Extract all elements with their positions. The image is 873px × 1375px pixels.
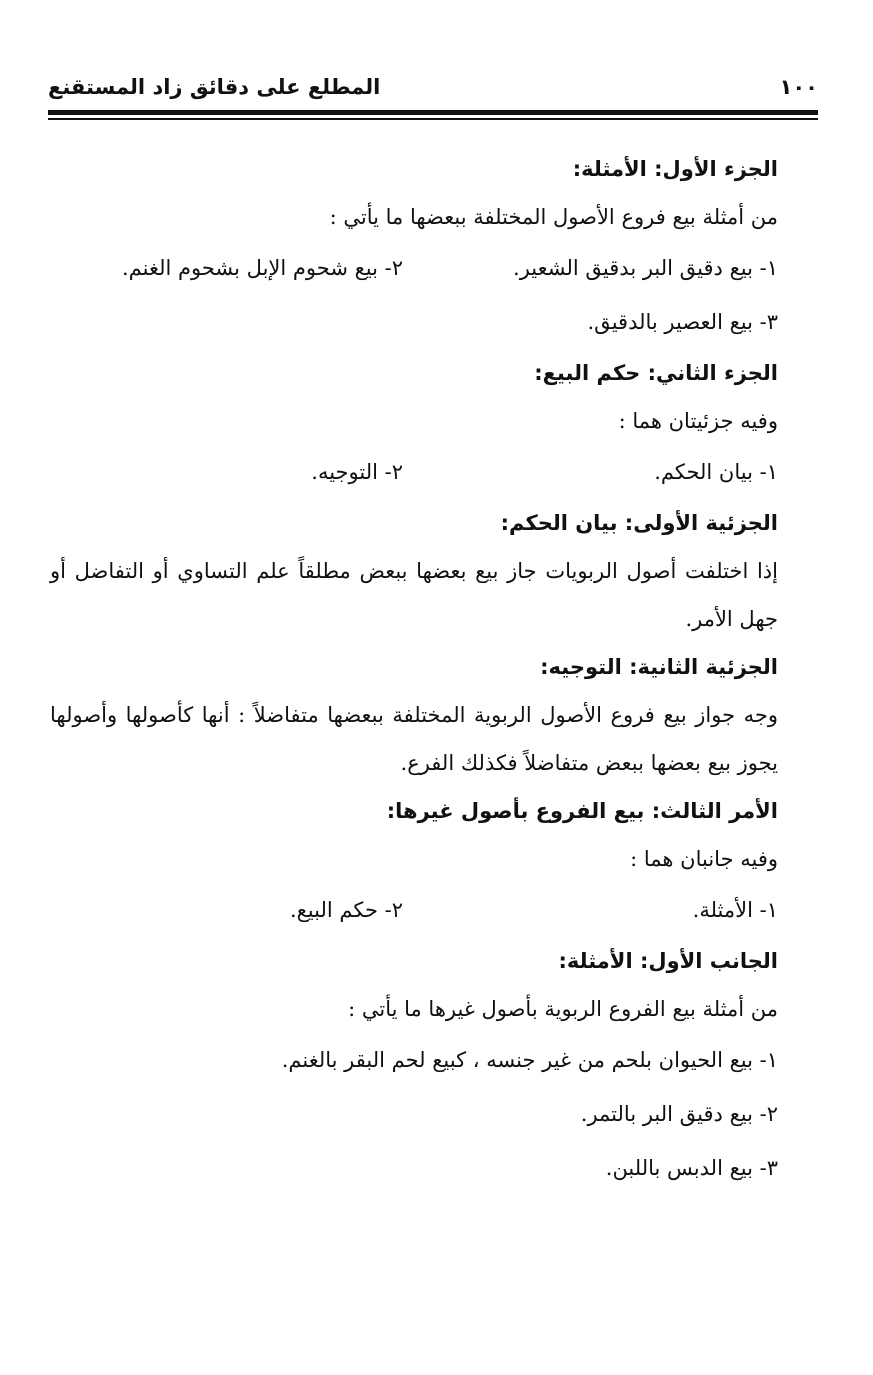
section-heading: الجانب الأول: الأمثلة: xyxy=(558,949,778,973)
paragraph: وجه جواز بيع فروع الأصول الربوية المختلفة ببعضها متفاضلاً : أنها كأصولها وأصولها يجوز بيع بعضها ببعض متفاضلاً فكذلك الفرع. xyxy=(50,703,778,775)
book-title: المطلع على دقائق زاد المستقنع xyxy=(48,75,381,99)
section-heading: الجزئية الثانية: التوجيه: xyxy=(540,655,778,679)
list-row xyxy=(50,241,778,295)
paragraph: من أمثلة بيع فروع الأصول المختلفة ببعضها ما يأتي : xyxy=(329,205,778,229)
section-heading: الجزء الثاني: حكم البيع: xyxy=(534,361,778,385)
list-item: ٢- التوجيه. xyxy=(311,460,403,484)
section-heading: الجزئية الأولى: بيان الحكم: xyxy=(500,511,778,535)
list-item: ٢- بيع دقيق البر بالتمر. xyxy=(580,1102,778,1126)
list-item: ١- الأمثلة. xyxy=(692,898,778,922)
list-row xyxy=(50,445,778,499)
page-body xyxy=(50,145,778,1195)
paragraph: وفيه جانبان هما : xyxy=(630,847,778,871)
list-row xyxy=(50,883,778,937)
paragraph: إذا اختلفت أصول الربويات جاز بيع بعضها ببعض مطلقاً علم التساوي أو التفاضل أو جهل الأمر. xyxy=(50,559,778,631)
list-item: ٢- بيع شحوم الإبل بشحوم الغنم. xyxy=(121,256,403,280)
list-item: ١- بيع الحيوان بلحم من غير جنسه ، كبيع لحم البقر بالغنم. xyxy=(281,1048,778,1072)
list-item: ١- بيع دقيق البر بدقيق الشعير. xyxy=(513,256,778,280)
header-rule-thin xyxy=(48,118,818,120)
section-heading: الأمر الثالث: بيع الفروع بأصول غيرها: xyxy=(386,799,778,823)
paragraph: من أمثلة بيع الفروع الربوية بأصول غيرها ما يأتي : xyxy=(348,997,778,1021)
running-header xyxy=(48,72,818,112)
page-number: ١٠٠ xyxy=(779,75,818,99)
section-heading: الجزء الأول: الأمثلة: xyxy=(572,157,778,181)
list-item: ١- بيان الحكم. xyxy=(654,460,778,484)
header-rule-thick xyxy=(48,110,818,115)
paragraph: وفيه جزئيتان هما : xyxy=(618,409,778,433)
list-item: ٢- حكم البيع. xyxy=(289,898,403,922)
list-item: ٣- بيع الدبس باللبن. xyxy=(605,1156,778,1180)
list-item: ٣- بيع العصير بالدقيق. xyxy=(587,310,778,334)
